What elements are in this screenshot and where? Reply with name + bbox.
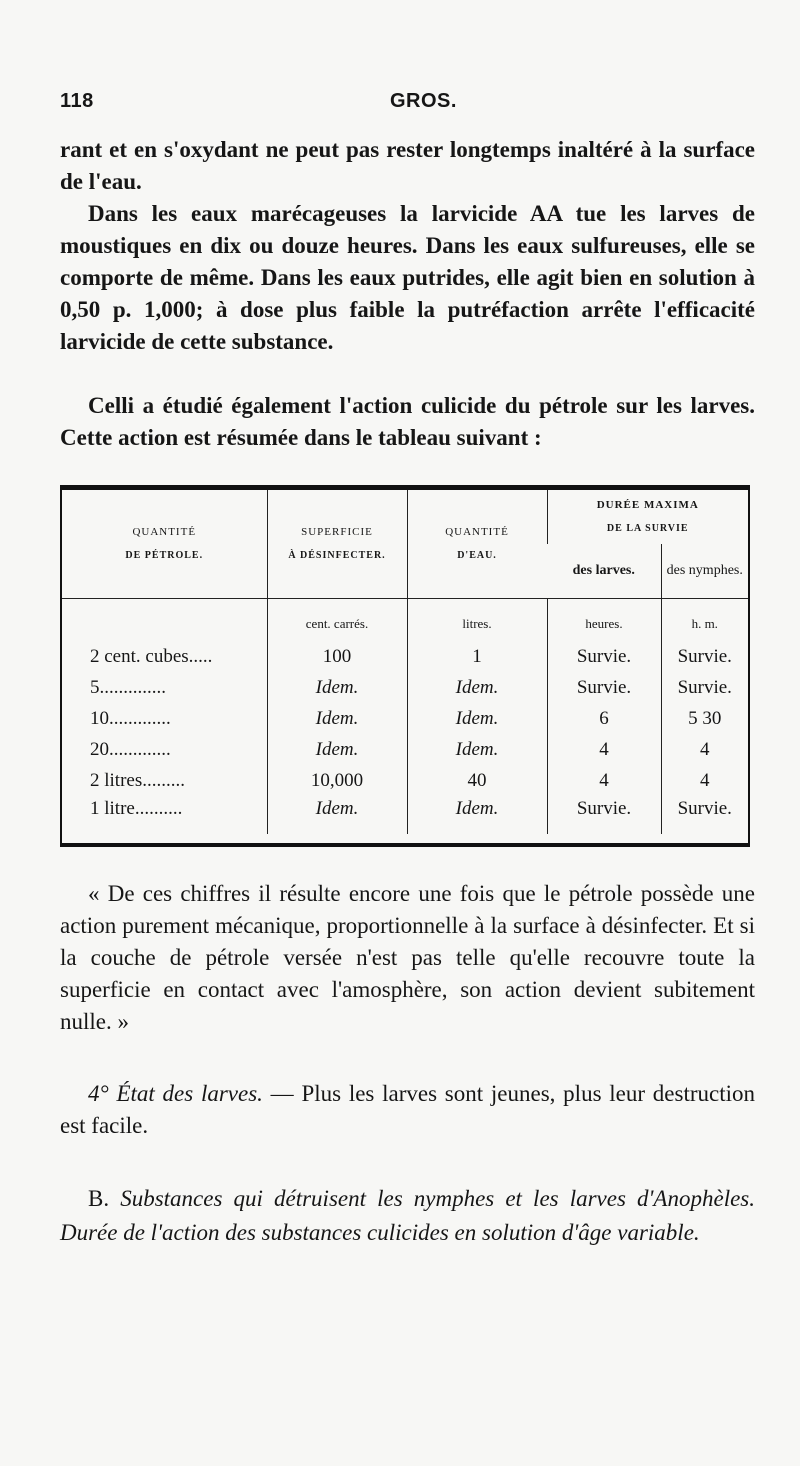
paragraph-6 [60,1182,755,1250]
paragraph-3-text: Celli a étudié également l'action culicide du pétrole sur les larves. Cette action est résumée dans le tableau suivant : [60,393,755,450]
paragraph-1-text: rant et en s'oxydant ne peut pas rester longtemps inaltéré à la surface de l'eau. [60,137,755,194]
table-cell: Survie. [547,641,661,672]
header-quantite-petrole [62,490,267,599]
paragraph-4 [60,878,755,1038]
header-duree-maxima [547,490,748,544]
table-cell: 2 cent. cubes..... [90,645,213,667]
unit-cell: cent. carrés. [267,599,407,642]
paragraph-4-text: « De ces chiffres il résulte encore une fois que le pétrole possède une action purement mécanique, proportionnelle à la surface à désinfecter. Et si la couche de pétrole versée n'est pas telle qu'elle recouvre toute la superficie en contact avec l'amosphère, son action devient subitement nulle. » [60,881,755,1034]
unit-cell [62,599,267,642]
table-cell: 4 [547,734,661,765]
header-col2-line1: SUPERFICIE [301,526,373,538]
page-number: 118 [60,90,94,112]
paragraph-2 [60,198,755,358]
paragraph-5-text: — Plus les larves sont jeunes, plus leur destruction est facile. [60,1081,755,1138]
header-col2-line2: À DÉSINFECTER. [288,550,386,561]
unit-cell: h. m. [661,599,748,642]
page-header [60,90,760,124]
table-cell: 40 [407,765,547,796]
table-cell: Survie. [661,672,748,703]
table-cell: Idem. [407,672,547,703]
table-cell: 5.............. [90,676,166,698]
petrole-table [60,485,750,847]
table-cell: Idem. [407,703,547,734]
paragraph-3 [60,390,755,454]
paragraph-2-text: Dans les eaux marécageuses la larvicide AA tue les larves de moustiques en dix ou douze heures. Dans les eaux sulfureuses, elle se comporte de même. Dans les eaux putrides, elle agit bien en solution à 0,50 p. 1,000; à dose plus faible la putréfaction arrête l'efficacité larvicide de cette substance. [60,201,755,354]
table-cell: Survie. [547,796,661,834]
table-cell: 20............. [90,738,171,760]
table-cell: Idem. [407,796,547,834]
header-superficie [267,490,407,599]
section-label-b: B. [88,1186,110,1211]
table-cell: Idem. [267,796,407,834]
table-cell: Survie. [661,641,748,672]
table-row [62,734,748,765]
table-cell: 1 [407,641,547,672]
table-cell: 6 [547,703,661,734]
header-quantite-eau [407,490,547,599]
paragraph-5 [60,1078,755,1142]
table-row [62,672,748,703]
running-title: GROS. [390,90,457,112]
header-nymphes: des nymphes. [661,544,748,599]
header-col1-line1: QUANTITÉ [132,526,197,538]
units-row [62,599,748,642]
header-col3-line2: D'EAU. [457,550,497,561]
table-cell: Idem. [267,703,407,734]
header-span-line1: DURÉE MAXIMA [596,499,699,511]
table-cell: 2 litres......... [90,769,185,791]
table-row [62,796,748,834]
table-row [62,703,748,734]
table-cell: 1 litre.......... [90,798,183,819]
table-cell: Idem. [407,734,547,765]
table-cell: 4 [661,734,748,765]
table-cell: Idem. [267,734,407,765]
header-span-line2: DE LA SURVIE [606,523,689,534]
paragraph-1 [60,134,755,198]
paragraph-6-text: Substances qui détruisent les nymphes et les larves d'Anophèles. Durée de l'action des substances culicides en solution d'âge variable. [60,1186,755,1245]
unit-cell: litres. [407,599,547,642]
unit-cell: heures. [547,599,661,642]
header-larves: des larves. [547,544,661,599]
section-label-etat-larves: 4° État des larves. [88,1081,263,1106]
table-row [62,641,748,672]
table-cell: Survie. [547,672,661,703]
table-cell: 100 [267,641,407,672]
table-row [62,765,748,796]
table-cell: 10,000 [267,765,407,796]
table-cell: 10............. [90,707,171,729]
table-cell: Idem. [267,672,407,703]
table-cell: Survie. [661,796,748,834]
table-cell: 5 30 [661,703,748,734]
data-table [62,490,748,834]
table-cell: 4 [547,765,661,796]
header-col3-line1: QUANTITÉ [445,526,509,538]
table-cell: 4 [661,765,748,796]
header-col1-line2: DE PÉTROLE. [125,550,204,561]
